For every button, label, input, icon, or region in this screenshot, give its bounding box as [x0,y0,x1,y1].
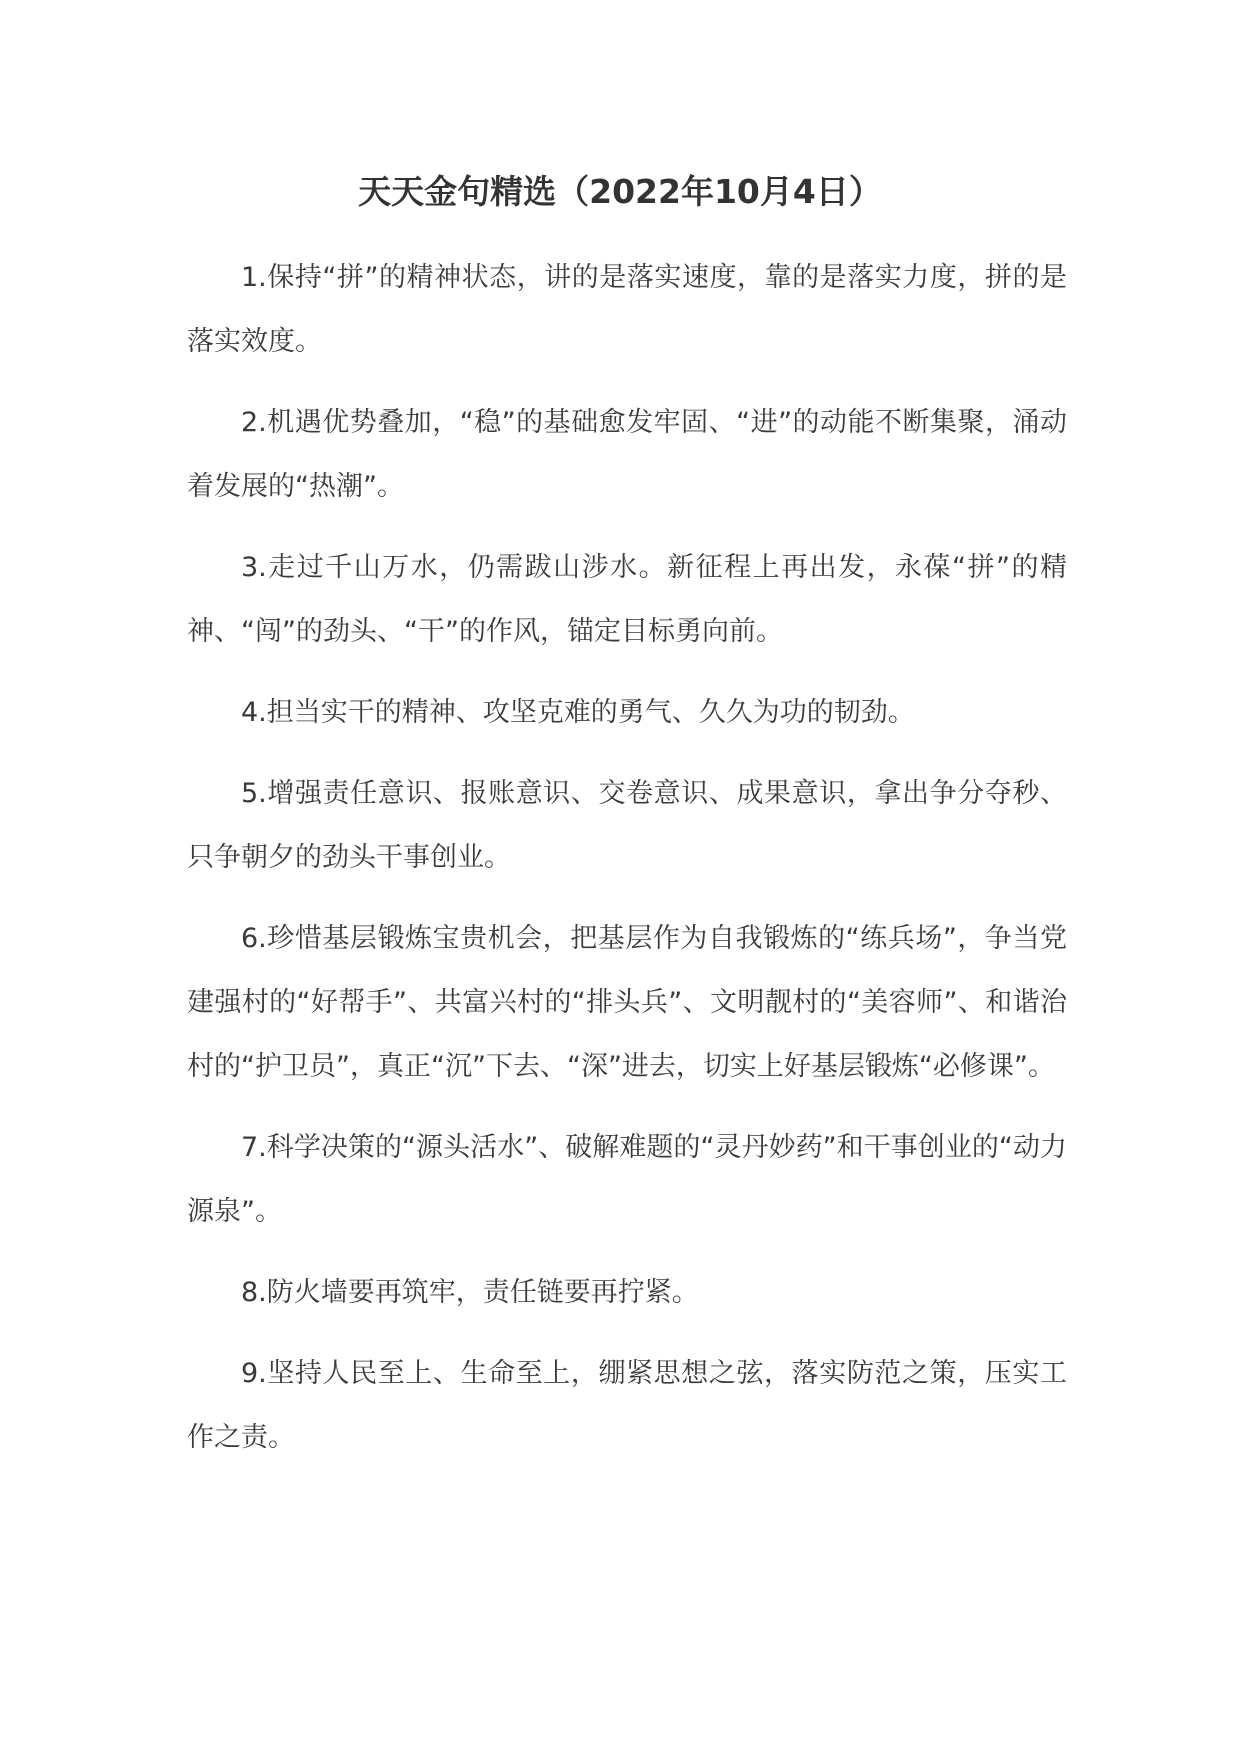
paragraph-3: 3.走过千山万水，仍需跋山涉水。新征程上再出发，永葆“拼”的精神、“闯”的劲头、“干”的作风，锚定目标勇向前。 [187,552,1067,647]
document-body [187,246,1067,1487]
paragraph-6: 6.珍惜基层锻炼宝贵机会，把基层作为自我锻炼的“练兵场”，争当党建强村的“好帮手”、共富兴村的“排头兵”、文明靓村的“美容师”、和谐治村的“护卫员”，真正“沉”下去、“深”进去，切实上好基层锻炼“必修课”。 [187,923,1067,1082]
paragraph-2: 2.机遇优势叠加，“稳”的基础愈发牢固、“进”的动能不断集聚，涌动着发展的“热潮”。 [187,407,1067,502]
paragraph-8: 8.防火墙要再筑牢，责任链要再拧紧。 [241,1277,699,1308]
paragraph-7: 7.科学决策的“源头活水”、破解难题的“灵丹妙药”和干事创业的“动力源泉”。 [187,1132,1067,1227]
paragraph-4: 4.担当实干的精神、攻坚克难的勇气、久久为功的韧劲。 [241,697,915,728]
paragraph-5: 5.增强责任意识、报账意识、交卷意识、成果意识，拿出争分夺秒、只争朝夕的劲头干事创业。 [187,778,1067,873]
paragraph-9: 9.坚持人民至上、生命至上，绷紧思想之弦，落实防范之策，压实工作之责。 [187,1358,1067,1453]
document-title: 天天金句精选（2022年10月4日） [358,172,882,211]
paragraph-1: 1.保持“拼”的精神状态，讲的是落实速度，靠的是落实力度，拼的是落实效度。 [187,262,1067,357]
